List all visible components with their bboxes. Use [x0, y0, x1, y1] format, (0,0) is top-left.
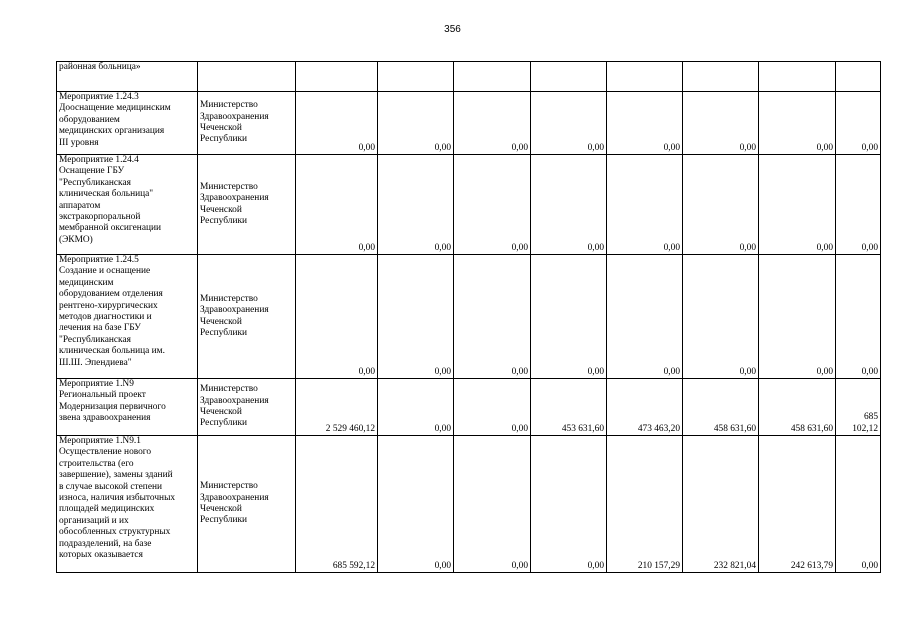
- value-cell: 0,00: [607, 92, 683, 155]
- value-cell: 453 631,60: [531, 379, 607, 436]
- value-cell: 0,00: [759, 92, 836, 155]
- executor-cell: Министерство Здравоохранения Чеченской Республики: [198, 255, 296, 379]
- value-cell: 0,00: [759, 255, 836, 379]
- value-cell: 0,00: [296, 92, 378, 155]
- value-cell: 0,00: [378, 379, 454, 436]
- value-cell: [378, 62, 454, 92]
- value-cell: [683, 62, 759, 92]
- value-cell: 0,00: [531, 155, 607, 255]
- page-number: 356: [444, 24, 461, 35]
- table-row: [57, 62, 881, 92]
- value-cell: 0,00: [378, 436, 454, 573]
- value-cell: 685 102,12: [836, 379, 881, 436]
- value-cell: 0,00: [531, 436, 607, 573]
- value-cell: 0,00: [454, 255, 531, 379]
- event-name-cell: Мероприятие 1.N9 Региональный проект Модернизация первичного звена здравоохранения: [57, 379, 198, 436]
- executor-cell: Министерство Здравоохранения Чеченской Республики: [198, 92, 296, 155]
- event-name-cell: Мероприятие 1.N9.1 Осуществление нового строительства (его завершение), замены зданий в случае высокой степени износа, наличия избыточных площадей медицинских организаций и их обособленных структурных подразделений, на базе которых оказывается: [57, 436, 198, 573]
- value-cell: 685 592,12: [296, 436, 378, 573]
- value-cell: [531, 62, 607, 92]
- value-cell: 0,00: [378, 92, 454, 155]
- value-cell: 0,00: [836, 92, 881, 155]
- event-name-cell: Мероприятие 1.24.4 Оснащение ГБУ "Республиканская клиническая больница" аппаратом экстракорпоральной мембранной оксигенации (ЭКМО): [57, 155, 198, 255]
- value-cell: 0,00: [378, 255, 454, 379]
- value-cell: [759, 62, 836, 92]
- table-row: [57, 436, 881, 573]
- value-cell: 0,00: [683, 155, 759, 255]
- budget-table: [56, 61, 881, 573]
- value-cell: 210 157,29: [607, 436, 683, 573]
- value-cell: 0,00: [531, 255, 607, 379]
- value-cell: 0,00: [378, 155, 454, 255]
- value-cell: 0,00: [836, 436, 881, 573]
- value-cell: 0,00: [296, 155, 378, 255]
- executor-cell: [198, 62, 296, 92]
- table-row: [57, 155, 881, 255]
- value-cell: [296, 62, 378, 92]
- value-cell: [607, 62, 683, 92]
- value-cell: 458 631,60: [683, 379, 759, 436]
- value-cell: 0,00: [683, 255, 759, 379]
- value-cell: 0,00: [531, 92, 607, 155]
- table-row: [57, 255, 881, 379]
- value-cell: 2 529 460,12: [296, 379, 378, 436]
- value-cell: 0,00: [759, 155, 836, 255]
- executor-cell: Министерство Здравоохранения Чеченской Республики: [198, 379, 296, 436]
- value-cell: 0,00: [454, 379, 531, 436]
- executor-cell: Министерство Здравоохранения Чеченской Республики: [198, 436, 296, 573]
- value-cell: 0,00: [607, 155, 683, 255]
- value-cell: [836, 62, 881, 92]
- table-row: [57, 92, 881, 155]
- event-name-cell: Мероприятие 1.24.3 Дооснащение медицинским оборудованием медицинских организация III уровня: [57, 92, 198, 155]
- value-cell: 242 613,79: [759, 436, 836, 573]
- value-cell: 458 631,60: [759, 379, 836, 436]
- value-cell: 0,00: [836, 155, 881, 255]
- value-cell: 0,00: [454, 436, 531, 573]
- value-cell: 0,00: [454, 92, 531, 155]
- value-cell: 0,00: [454, 155, 531, 255]
- event-name-cell: Мероприятие 1.24.5 Создание и оснащение медицинским оборудованием отделения рентгено-хирургических методов диагностики и лечения на базе ГБУ "Республиканская клиническая больница им. Ш.Ш. Эпендиева": [57, 255, 198, 379]
- value-cell: 0,00: [296, 255, 378, 379]
- event-name-cell: районная больница»: [57, 62, 198, 92]
- value-cell: 0,00: [836, 255, 881, 379]
- value-cell: 232 821,04: [683, 436, 759, 573]
- table-row: [57, 379, 881, 436]
- value-cell: 473 463,20: [607, 379, 683, 436]
- executor-cell: Министерство Здравоохранения Чеченской Республики: [198, 155, 296, 255]
- value-cell: 0,00: [683, 92, 759, 155]
- value-cell: 0,00: [607, 255, 683, 379]
- value-cell: [454, 62, 531, 92]
